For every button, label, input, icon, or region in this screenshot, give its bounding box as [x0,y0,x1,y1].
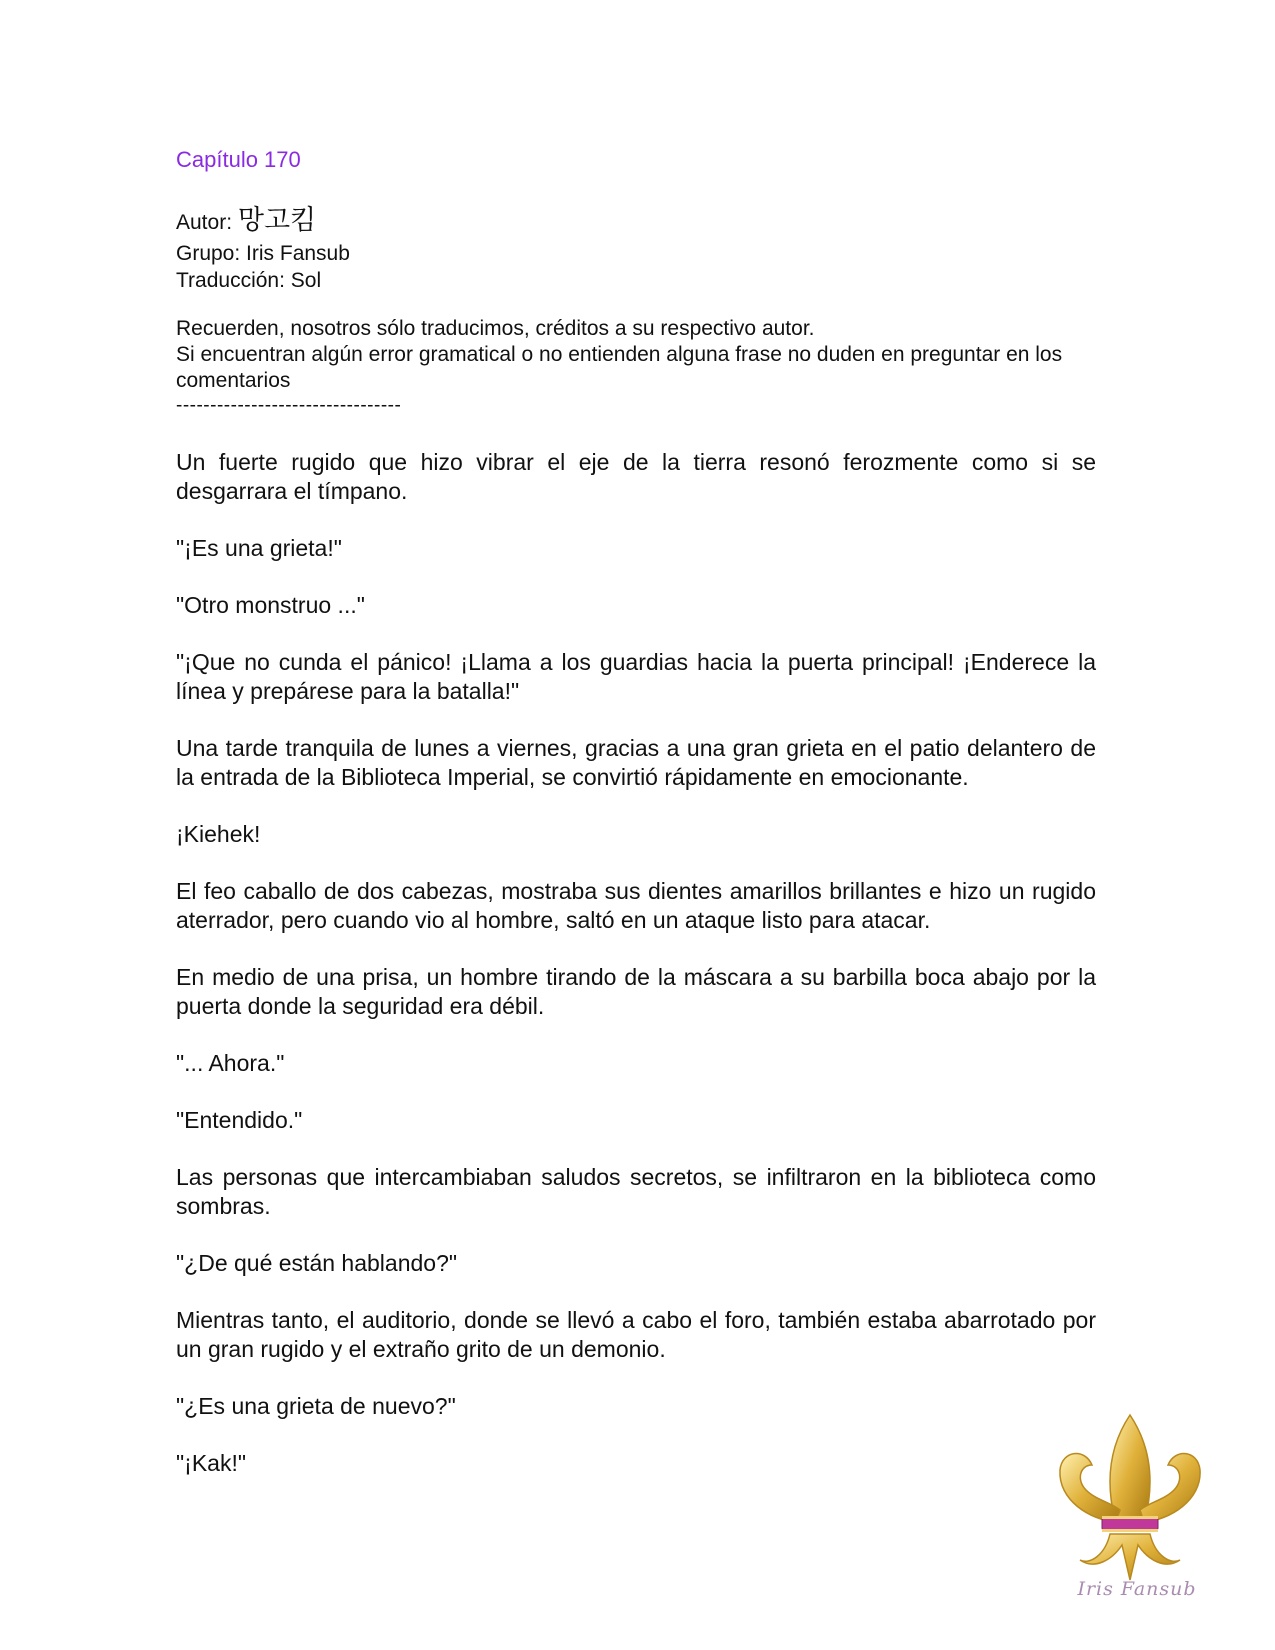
story-body [176,448,1096,1478]
story-paragraph: "¿De qué están hablando?" [176,1250,458,1276]
translation-line: Traducción: Sol [176,269,322,292]
notice-block [176,316,1096,418]
story-paragraph: "¡Es una grieta!" [176,535,342,561]
story-paragraph: Mientras tanto, el auditorio, donde se llevó a cabo el foro, también estaba abarrotado por un gran rugido y el extraño grito de un demonio. [176,1307,1096,1362]
chapter-title: Capítulo 170 [176,147,301,172]
story-paragraph: "¿Es una grieta de nuevo?" [176,1393,456,1419]
story-paragraph: "Entendido." [176,1107,303,1133]
author-name: 망고킴 [237,205,317,236]
notice-line-2: Si encuentran algún error gramatical o no entienden alguna frase no duden en preguntar en los comentarios [176,343,1063,392]
logo-text: Iris Fansub [1077,1578,1197,1600]
story-paragraph: "¡Kak!" [176,1450,247,1476]
story-paragraph: "... Ahora." [176,1050,285,1076]
story-paragraph: ¡Kiehek! [176,821,261,847]
story-paragraph: Las personas que intercambiaban saludos secretos, se infiltraron en la biblioteca como sombras. [176,1164,1096,1219]
group-line: Grupo: Iris Fansub [176,242,350,265]
author-line [176,204,1096,240]
story-paragraph: Un fuerte rugido que hizo vibrar el eje de la tierra resonó ferozmente como si se desgarrara el tímpano. [176,449,1096,504]
document-page [176,146,1096,1506]
story-paragraph: Una tarde tranquila de lunes a viernes, gracias a una gran grieta en el patio delantero de la entrada de la Biblioteca Imperial, se convirtió rápidamente en emocionante. [176,735,1096,790]
story-paragraph: El feo caballo de dos cabezas, mostraba sus dientes amarillos brillantes e hizo un rugido aterrador, pero cuando vio al hombre, saltó en un ataque listo para atacar. [176,878,1096,933]
story-paragraph: En medio de una prisa, un hombre tirando de la máscara a su barbilla boca abajo por la puerta donde la seguridad era débil. [176,964,1096,1019]
story-paragraph: "¡Que no cunda el pánico! ¡Llama a los guardias hacia la puerta principal! ¡Enderece la línea y prepárese para la batalla!" [176,649,1096,704]
notice-line-1: Recuerden, nosotros sólo traducimos, créditos a su respectivo autor. [176,317,815,340]
author-label: Autor: [176,211,233,234]
story-paragraph: "Otro monstruo ..." [176,592,365,618]
divider: --------------------------------- [176,395,402,416]
